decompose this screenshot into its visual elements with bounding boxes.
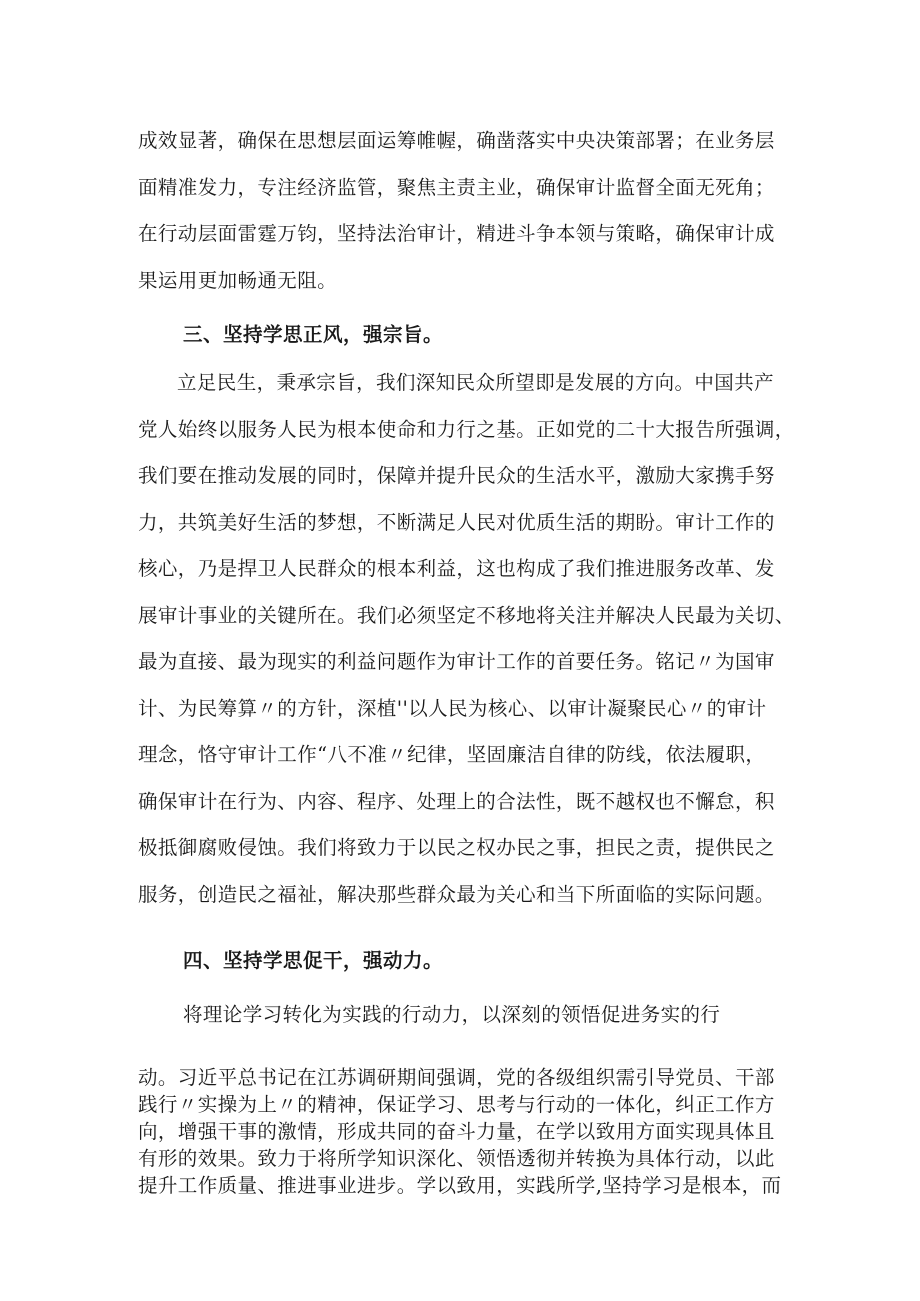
section-4-first-line: 将理论学习转化为实践的行动力，以深刻的领悟促进务实的行 <box>183 1003 721 1026</box>
text-line: 向，增强干事的激情，形成共同的奋斗力量，在学以致用方面实现具体且 <box>138 1120 775 1143</box>
text-line: 我们要在推动发展的同时，保障并提升民众的生活水平，激励大家携手努 <box>138 464 775 487</box>
text-line: 极抵御腐败侵蚀。我们将致力于以民之权办民之事，担民之责，提供民之 <box>138 836 775 859</box>
intro-paragraph <box>138 118 788 304</box>
text-line: 有形的效果。致力于将所学知识深化、领悟透彻并转换为具体行动，以此 <box>138 1147 775 1170</box>
text-line: 果运用更加畅通无阻。 <box>138 268 338 292</box>
text-line: 力，共筑美好生活的梦想，不断满足人民对优质生活的期盼。审计工作的 <box>138 510 775 534</box>
section-4-heading: 四、坚持学思促干，强动力。 <box>183 949 444 972</box>
text-line: 成效显著，确保在思想层面运筹帷幄，确凿落实中央决策部署；在业务层 <box>138 129 775 152</box>
text-line: 展审计事业的关键所在。我们必须坚定不移地将关注并解决人民最为关切、 <box>138 603 795 627</box>
text-line: 最为直接、最为现实的利益问题作为审计工作的首要任务。铭记〃为国审 <box>138 650 775 673</box>
text-line: 计、为民筹算〃的方针，深植''以人民为核心、以审计凝聚民心〃的审计 <box>138 696 767 720</box>
text-line: 立足民生，秉承宗旨，我们深知民众所望即是发展的方向。中国共产 <box>177 371 775 394</box>
text-line: 动。习近平总书记在江苏调研期间强调，党的各级组织需引导党员、干部 <box>138 1066 775 1089</box>
section-4-paragraph <box>138 1064 788 1199</box>
text-line: 服务，创造民之福祉，解决那些群众最为关心和当下所面临的实际问题。 <box>138 882 775 906</box>
text-line: 面精准发力，专注经济监管，聚焦主责主业，确保审计监督全面无死角； <box>138 175 775 199</box>
text-line: 核心，乃是捍卫人民群众的根本利益，这也构成了我们推进服务改革、发 <box>138 557 775 580</box>
section-3-heading: 三、坚持学思正风，强宗旨。 <box>183 323 444 346</box>
text-line: 践行〃实操为上〃的精神，保证学习、思考与行动的一体化，纠正工作方 <box>138 1093 775 1116</box>
text-line: 理念，恪守审计工作“八不准〃纪律，坚固廉洁自律的防线，依法履职， <box>138 743 766 766</box>
text-line: 党人始终以服务人民为根本使命和力行之基。正如党的二十大报告所强调， <box>138 417 795 441</box>
section-3-paragraph <box>138 360 795 918</box>
text-line: 确保审计在行为、内容、程序、处理上的合法性，既不越权也不懈怠，积 <box>138 789 775 813</box>
text-line: 在行动层面雷霆万钧，坚持法治审计，精进斗争本领与策略，确保审计成 <box>138 222 775 245</box>
text-line: 提升工作质量、推进事业进步。学以致用，实践所学,坚持学习是根本，而 <box>138 1174 782 1197</box>
